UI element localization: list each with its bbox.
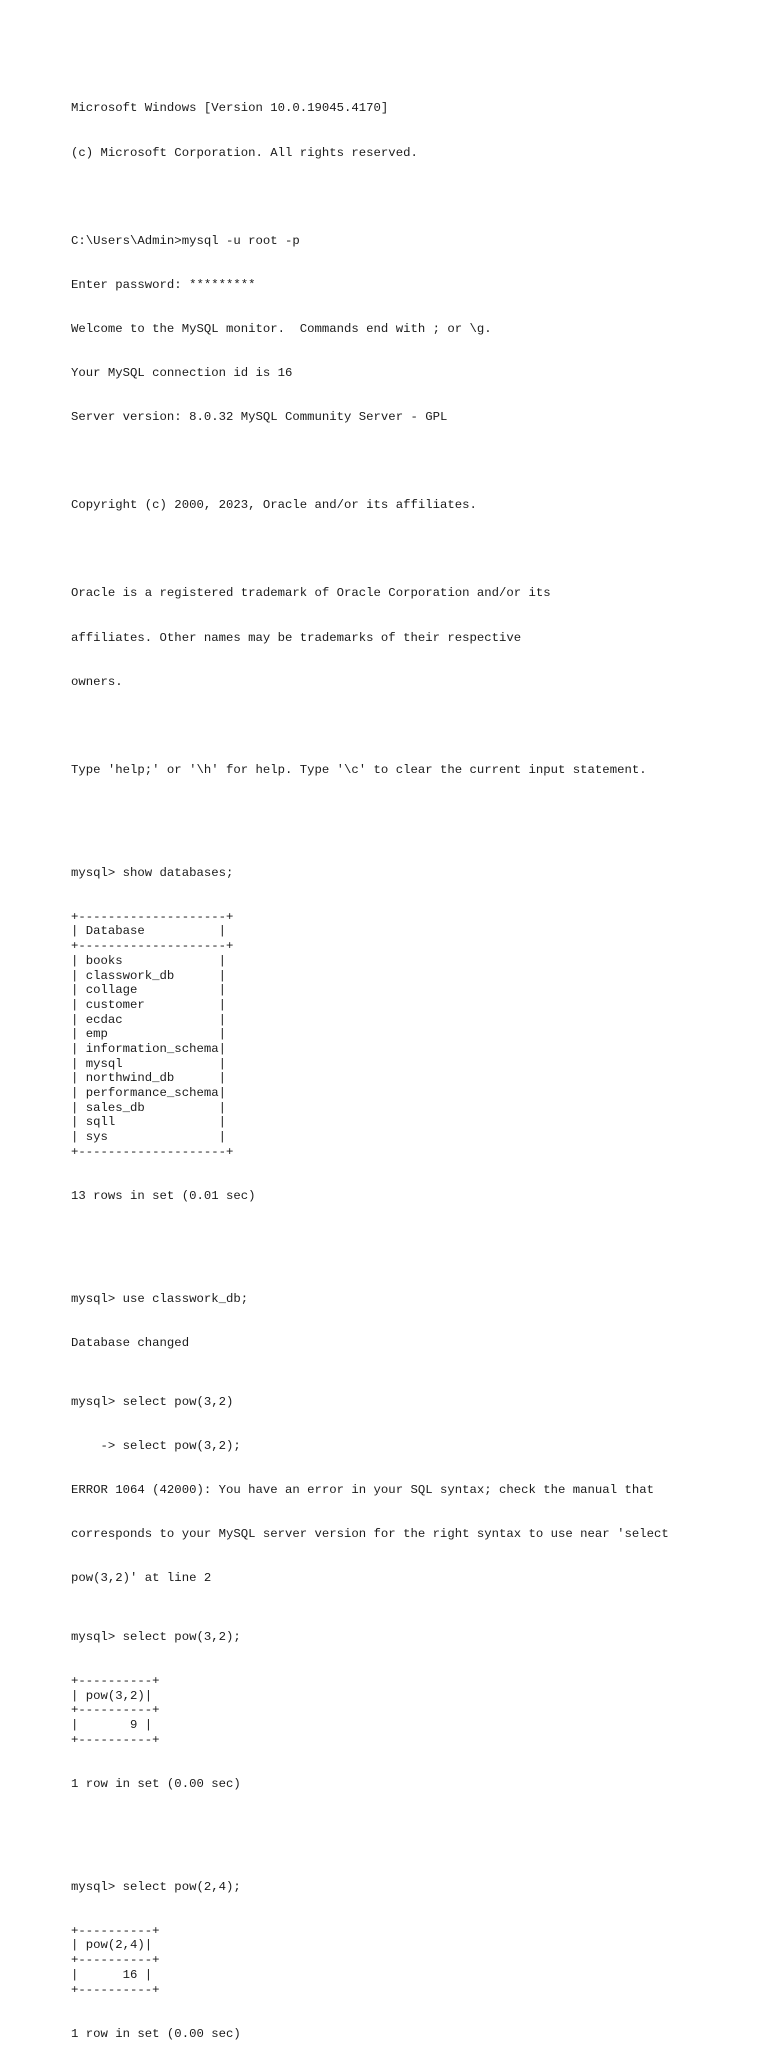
table-border: +--------------------+ — [71, 909, 234, 924]
table-border: +----------+ — [71, 1953, 160, 1968]
table-header: | pow(2,4)| — [71, 1938, 153, 1953]
login-command: C:\Users\Admin>mysql -u root -p — [71, 233, 300, 248]
table-row: | 9 | — [71, 1718, 153, 1732]
use-db-prompt: mysql> use classwork_db; — [71, 1291, 249, 1306]
table-row: | performance_schema| — [71, 1086, 226, 1101]
blank-line — [71, 190, 751, 205]
table-header: | pow(3,2)| — [71, 1688, 153, 1703]
table-border: +----------+ — [71, 1732, 160, 1747]
show-databases-prompt: mysql> show databases; — [71, 865, 234, 880]
table-row: | books | — [71, 953, 226, 968]
pow-3-2-table — [71, 1674, 751, 1747]
table-row: | classwork_db | — [71, 968, 226, 983]
error-message-line: ERROR 1064 (42000): You have an error in your SQL syntax; check the manual that — [71, 1482, 654, 1497]
windows-version-line: Microsoft Windows [Version 10.0.19045.4170] — [71, 101, 389, 116]
error-message-line: pow(3,2)' at line 2 — [71, 1571, 212, 1586]
blank-line — [71, 454, 751, 469]
server-version-line: Server version: 8.0.32 MySQL Community Server - GPL — [71, 410, 448, 425]
blank-line — [71, 1233, 751, 1248]
blank-line — [71, 542, 751, 557]
continuation-line: -> select pow(3,2); — [71, 1438, 241, 1453]
terminal-output — [71, 72, 751, 2048]
trademark-line: owners. — [71, 674, 123, 689]
oracle-copyright-line: Copyright (c) 2000, 2023, Oracle and/or its affiliates. — [71, 498, 477, 513]
table-border: +----------+ — [71, 1703, 160, 1718]
table-border: +----------+ — [71, 1673, 160, 1688]
table-row: | northwind_db | — [71, 1071, 226, 1086]
databases-summary: 13 rows in set (0.01 sec) — [71, 1188, 256, 1203]
table-row: | customer | — [71, 997, 226, 1012]
table-row: | sqll | — [71, 1115, 226, 1130]
help-hint-line: Type 'help;' or '\h' for help. Type '\c' to clear the current input statement. — [71, 762, 647, 777]
blank-line — [71, 1821, 751, 1836]
connection-id-line: Your MySQL connection id is 16 — [71, 365, 293, 380]
pow-2-4-summary: 1 row in set (0.00 sec) — [71, 2026, 241, 2041]
error-message-line: corresponds to your MySQL server version for the right syntax to use near 'select — [71, 1526, 669, 1541]
table-border: +--------------------+ — [71, 939, 234, 954]
welcome-message: Welcome to the MySQL monitor. Commands end with ; or \g. — [71, 321, 492, 336]
table-border: +--------------------+ — [71, 1144, 234, 1159]
blank-line — [71, 807, 751, 822]
pow-2-4-table — [71, 1924, 751, 1997]
table-row: | ecdac | — [71, 1012, 226, 1027]
table-row: | collage | — [71, 983, 226, 998]
table-row: | information_schema| — [71, 1041, 226, 1056]
table-border: +----------+ — [71, 1982, 160, 1997]
pow-3-2-summary: 1 row in set (0.00 sec) — [71, 1776, 241, 1791]
table-row: | 16 | — [71, 1967, 153, 1982]
blank-line — [71, 719, 751, 734]
use-db-result: Database changed — [71, 1335, 190, 1350]
pow-2-4-prompt: mysql> select pow(2,4); — [71, 1879, 241, 1894]
table-row: | emp | — [71, 1027, 226, 1042]
windows-copyright-line: (c) Microsoft Corporation. All rights reserved. — [71, 145, 418, 160]
pow-3-2-prompt: mysql> select pow(3,2); — [71, 1629, 241, 1644]
table-header: | Database | — [71, 924, 226, 939]
table-border: +----------+ — [71, 1923, 160, 1938]
failed-query-prompt: mysql> select pow(3,2) — [71, 1394, 234, 1409]
table-row: | mysql | — [71, 1056, 226, 1071]
table-row: | sys | — [71, 1130, 226, 1145]
trademark-line: Oracle is a registered trademark of Oracle Corporation and/or its — [71, 586, 551, 601]
trademark-line: affiliates. Other names may be trademarks of their respective — [71, 630, 522, 645]
databases-table — [71, 910, 751, 1160]
password-prompt: Enter password: ********* — [71, 277, 256, 292]
table-row: | sales_db | — [71, 1100, 226, 1115]
